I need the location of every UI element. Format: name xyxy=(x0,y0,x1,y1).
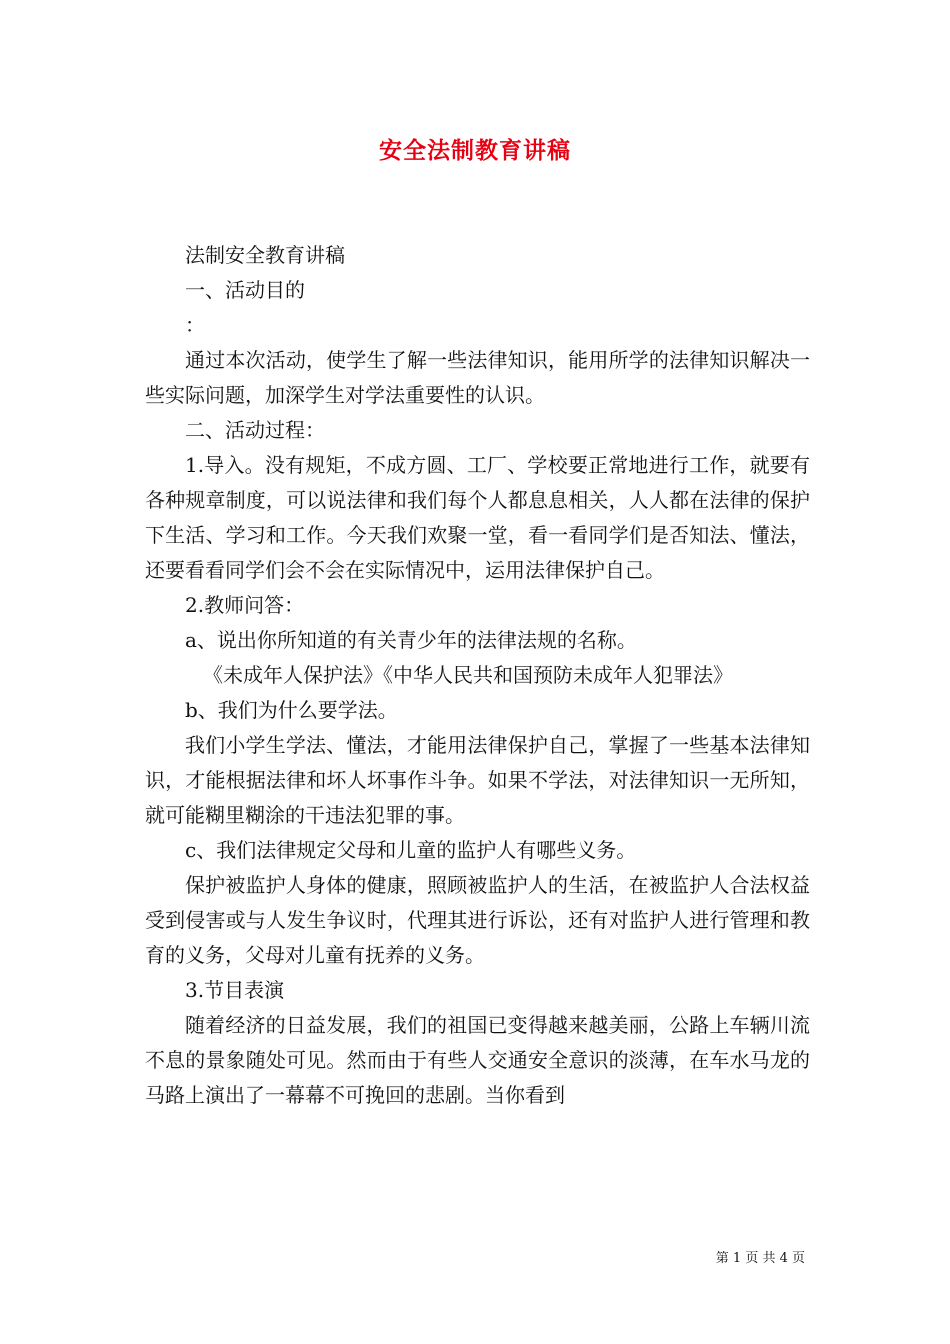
paragraph-answer-b: 我们小学生学法、懂法，才能用法律保护自己，掌握了一些基本法律知识，才能根据法律和坏人坏事作斗争。如果不学法，对法律知识一无所知，就可能糊里糊涂的干违法犯罪的事。 xyxy=(145,733,810,827)
paragraph-answer-c: 保护被监护人身体的健康，照顾被监护人的生活，在被监护人合法权益受到侵害或与人发生争议时，代理其进行诉讼，还有对监护人进行管理和教育的义务，父母对儿童有抚养的义务。 xyxy=(145,873,810,967)
paragraph-performance: 随着经济的日益发展，我们的祖国已变得越来越美丽，公路上车辆川流不息的景象随处可见。然而由于有些人交通安全意识的淡薄，在车水马龙的马路上演出了一幕幕不可挽回的悲剧。当你看到 xyxy=(145,1013,810,1107)
paragraph-colon: ： xyxy=(185,313,205,337)
paragraph-question-b: b、我们为什么要学法。 xyxy=(185,698,398,722)
paragraph-law-names: 《未成年人保护法》《中华人民共和国预防未成年人犯罪法》 xyxy=(203,663,733,687)
document-body xyxy=(145,238,810,1113)
document-title: 安全法制教育讲稿 xyxy=(379,137,571,164)
section-heading-purpose: 一、活动目的 xyxy=(185,278,305,302)
paragraph-heading: 法制安全教育讲稿 xyxy=(185,243,345,267)
page-number: 第 1 页 共 4 页 xyxy=(715,1251,805,1266)
paragraph-question-c: c、我们法律规定父母和儿童的监护人有哪些义务。 xyxy=(185,838,637,862)
paragraph-qa-heading: 2.教师问答： xyxy=(185,593,305,617)
paragraph-performance-heading: 3.节目表演 xyxy=(185,978,285,1002)
paragraph-intro: 1.导入。没有规矩，不成方圆、工厂、学校要正常地进行工作，就要有各种规章制度，可以说法律和我们每个人都息息相关，人人都在法律的保护下生活、学习和工作。今天我们欢聚一堂，看一看同学们是否知法、懂法，还要看看同学们会不会在实际情况中，运用法律保护自己。 xyxy=(145,453,810,582)
paragraph-question-a: a、说出你所知道的有关青少年的法律法规的名称。 xyxy=(185,628,637,652)
section-heading-process: 二、活动过程： xyxy=(185,418,325,442)
paragraph-purpose: 通过本次活动，使学生了解一些法律知识，能用所学的法律知识解决一些实际问题，加深学生对学法重要性的认识。 xyxy=(145,348,810,407)
